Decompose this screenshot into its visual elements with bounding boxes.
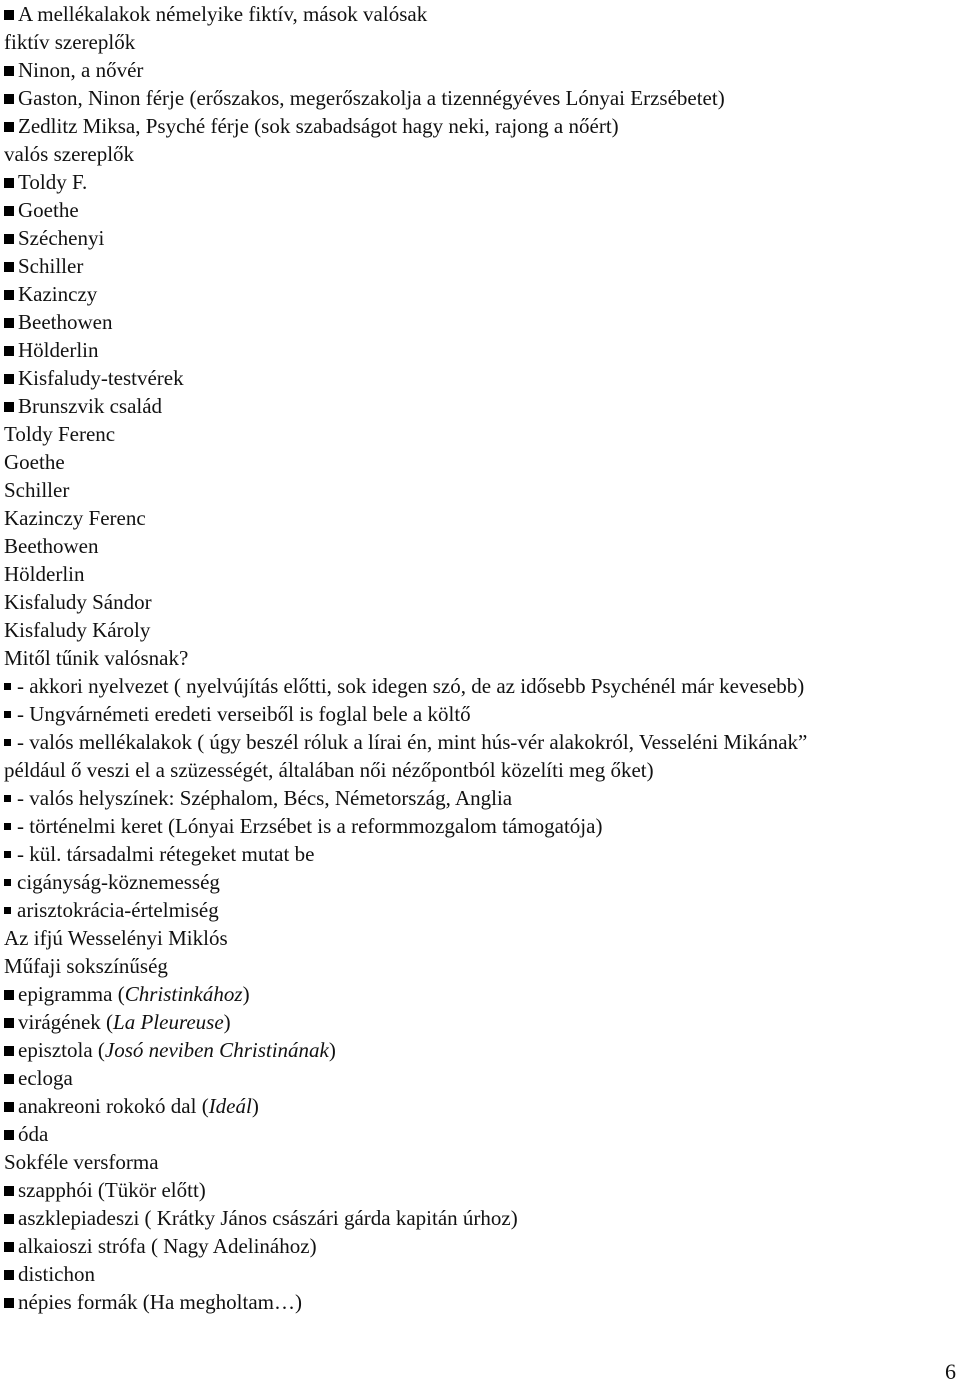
square-bullet-icon <box>4 262 14 272</box>
line-text: Kazinczy <box>18 282 98 306</box>
bullet-list-item <box>4 364 184 392</box>
square-bullet-icon <box>4 178 14 188</box>
line-text: Beethowen <box>4 534 99 558</box>
bullet-list-item <box>4 0 427 28</box>
text-line <box>4 756 654 784</box>
square-bullet-icon <box>4 234 14 244</box>
line-text: Ninon, a nővér <box>18 58 144 82</box>
work-title: La Pleureuse <box>113 1010 224 1034</box>
square-bullet-icon <box>4 10 14 20</box>
line-text: virágének ( <box>18 1010 114 1034</box>
line-text: Hölderlin <box>18 338 99 362</box>
work-title: Christinkához <box>124 982 243 1006</box>
bullet-list-item <box>4 1092 259 1120</box>
square-bullet-icon <box>4 1046 14 1056</box>
bullet-list-item <box>4 196 79 224</box>
line-text: Műfaji sokszínűség <box>4 954 168 978</box>
bullet-list-item <box>4 252 83 280</box>
line-text: óda <box>18 1122 49 1146</box>
bullet-list-item <box>4 1008 231 1036</box>
line-text: - kül. társadalmi rétegeket mutat be <box>17 842 315 866</box>
square-bullet-icon <box>4 851 11 858</box>
line-text: ecloga <box>18 1066 73 1090</box>
line-text: valós szereplők <box>4 142 135 166</box>
text-line <box>4 588 152 616</box>
line-text: Beethowen <box>18 310 113 334</box>
text-line <box>4 140 134 168</box>
square-bullet-icon <box>4 683 11 690</box>
square-bullet-icon <box>4 739 11 746</box>
line-text: Gaston, Ninon férje (erőszakos, megerőszakolja a tizennégyéves Lónyai Erzsébetet) <box>18 86 725 110</box>
line-text: Goethe <box>4 450 65 474</box>
work-title: Josó neviben Christinának <box>104 1038 329 1062</box>
text-line <box>4 504 146 532</box>
square-bullet-icon <box>4 66 14 76</box>
bullet-list-item <box>4 1036 336 1064</box>
square-bullet-icon <box>4 823 11 830</box>
square-bullet-icon <box>4 94 14 104</box>
line-text: - akkori nyelvezet ( nyelvújítás előtti, sok idegen szó, de az idősebb Psychénél már kevesebb) <box>17 674 805 698</box>
line-text: Toldy Ferenc <box>4 422 116 446</box>
square-bullet-icon <box>4 206 14 216</box>
bullet-list-item <box>4 1064 73 1092</box>
work-title: Ideál <box>208 1094 252 1118</box>
line-text: Zedlitz Miksa, Psyché férje (sok szabadságot hagy neki, rajong a nőért) <box>18 114 619 138</box>
square-bullet-icon <box>4 1242 14 1252</box>
square-bullet-icon <box>4 346 14 356</box>
bullet-list-item <box>4 868 220 896</box>
line-text: episztola ( <box>18 1038 105 1062</box>
square-bullet-icon <box>4 1298 14 1308</box>
text-line <box>4 476 69 504</box>
line-text: Goethe <box>18 198 79 222</box>
square-bullet-icon <box>4 795 11 802</box>
square-bullet-icon <box>4 1186 14 1196</box>
text-line <box>4 420 115 448</box>
line-text: Hölderlin <box>4 562 85 586</box>
line-text: cigányság-köznemesség <box>17 870 220 894</box>
line-text: fiktív szereplők <box>4 30 136 54</box>
bullet-list-item <box>4 308 112 336</box>
square-bullet-icon <box>4 990 14 1000</box>
line-text-end: ) <box>223 1010 231 1034</box>
bullet-list-item <box>4 812 602 840</box>
text-line <box>4 952 168 980</box>
line-text: Mitől tűnik valósnak? <box>4 646 189 670</box>
bullet-list-item <box>4 1232 317 1260</box>
bullet-list-item <box>4 840 314 868</box>
square-bullet-icon <box>4 1270 14 1280</box>
line-text: szapphói (Tükör előtt) <box>18 1178 206 1202</box>
bullet-list-item <box>4 672 804 700</box>
square-bullet-icon <box>4 711 11 718</box>
line-text: - valós helyszínek: Széphalom, Bécs, Németország, Anglia <box>17 786 513 810</box>
square-bullet-icon <box>4 879 11 886</box>
square-bullet-icon <box>4 907 11 914</box>
square-bullet-icon <box>4 402 14 412</box>
square-bullet-icon <box>4 374 14 384</box>
line-text: arisztokrácia-értelmiség <box>17 898 219 922</box>
line-text: A mellékalakok némelyike fiktív, mások valósak <box>18 2 428 26</box>
bullet-list-item <box>4 728 807 756</box>
text-line <box>4 532 98 560</box>
page-number: 6 <box>945 1359 956 1384</box>
text-line <box>4 644 188 672</box>
line-text: Kisfaludy-testvérek <box>18 366 184 390</box>
line-text: epigramma ( <box>18 982 125 1006</box>
square-bullet-icon <box>4 318 14 328</box>
line-text: Sokféle versforma <box>4 1150 159 1174</box>
square-bullet-icon <box>4 1074 14 1084</box>
text-line <box>4 448 65 476</box>
bullet-list-item <box>4 112 619 140</box>
line-text: Kisfaludy Károly <box>4 618 151 642</box>
square-bullet-icon <box>4 122 14 132</box>
bullet-list-item <box>4 784 512 812</box>
bullet-list-item <box>4 336 98 364</box>
line-text: Brunszvik család <box>18 394 163 418</box>
line-text: Az ifjú Wesselényi Miklós <box>4 926 228 950</box>
text-line <box>4 1148 159 1176</box>
square-bullet-icon <box>4 1102 14 1112</box>
bullet-list-item <box>4 1288 302 1316</box>
bullet-list-item <box>4 1204 518 1232</box>
line-text: - valós mellékalakok ( úgy beszél róluk a lírai én, mint hús-vér alakokról, Vesseléni Mikának” <box>17 730 808 754</box>
square-bullet-icon <box>4 1018 14 1028</box>
bullet-list-item <box>4 1120 48 1148</box>
line-text: - Ungvárnémeti eredeti verseiből is foglal bele a költő <box>17 702 471 726</box>
square-bullet-icon <box>4 290 14 300</box>
line-text-end: ) <box>242 982 250 1006</box>
square-bullet-icon <box>4 1214 14 1224</box>
text-line <box>4 616 150 644</box>
bullet-list-item <box>4 224 104 252</box>
line-text: Kisfaludy Sándor <box>4 590 152 614</box>
bullet-list-item <box>4 980 250 1008</box>
bullet-list-item <box>4 392 162 420</box>
square-bullet-icon <box>4 1130 14 1140</box>
line-text: Schiller <box>18 254 84 278</box>
line-text: distichon <box>18 1262 95 1286</box>
bullet-list-item <box>4 700 471 728</box>
line-text: anakreoni rokokó dal ( <box>18 1094 209 1118</box>
bullet-list-item <box>4 1176 206 1204</box>
text-line <box>4 560 84 588</box>
line-text-end: ) <box>251 1094 259 1118</box>
text-line <box>4 28 135 56</box>
line-text-end: ) <box>328 1038 336 1062</box>
bullet-list-item <box>4 168 87 196</box>
text-line <box>4 924 228 952</box>
line-text: - történelmi keret (Lónyai Erzsébet is a reformmozgalom támogatója) <box>17 814 603 838</box>
bullet-list-item <box>4 1260 95 1288</box>
line-text: Schiller <box>4 478 70 502</box>
line-text: például ő veszi el a szüzességét, általában női nézőpontból közelíti meg őket) <box>4 758 654 782</box>
line-text: Toldy F. <box>18 170 88 194</box>
bullet-list-item <box>4 56 143 84</box>
line-text: népies formák (Ha megholtam…) <box>18 1290 302 1314</box>
bullet-list-item <box>4 896 219 924</box>
line-text: alkaioszi strófa ( Nagy Adelinához) <box>18 1234 317 1258</box>
bullet-list-item <box>4 280 97 308</box>
line-text: aszklepiadeszi ( Krátky János császári gárda kapitán úrhoz) <box>18 1206 518 1230</box>
line-text: Kazinczy Ferenc <box>4 506 146 530</box>
line-text: Széchenyi <box>18 226 105 250</box>
bullet-list-item <box>4 84 725 112</box>
